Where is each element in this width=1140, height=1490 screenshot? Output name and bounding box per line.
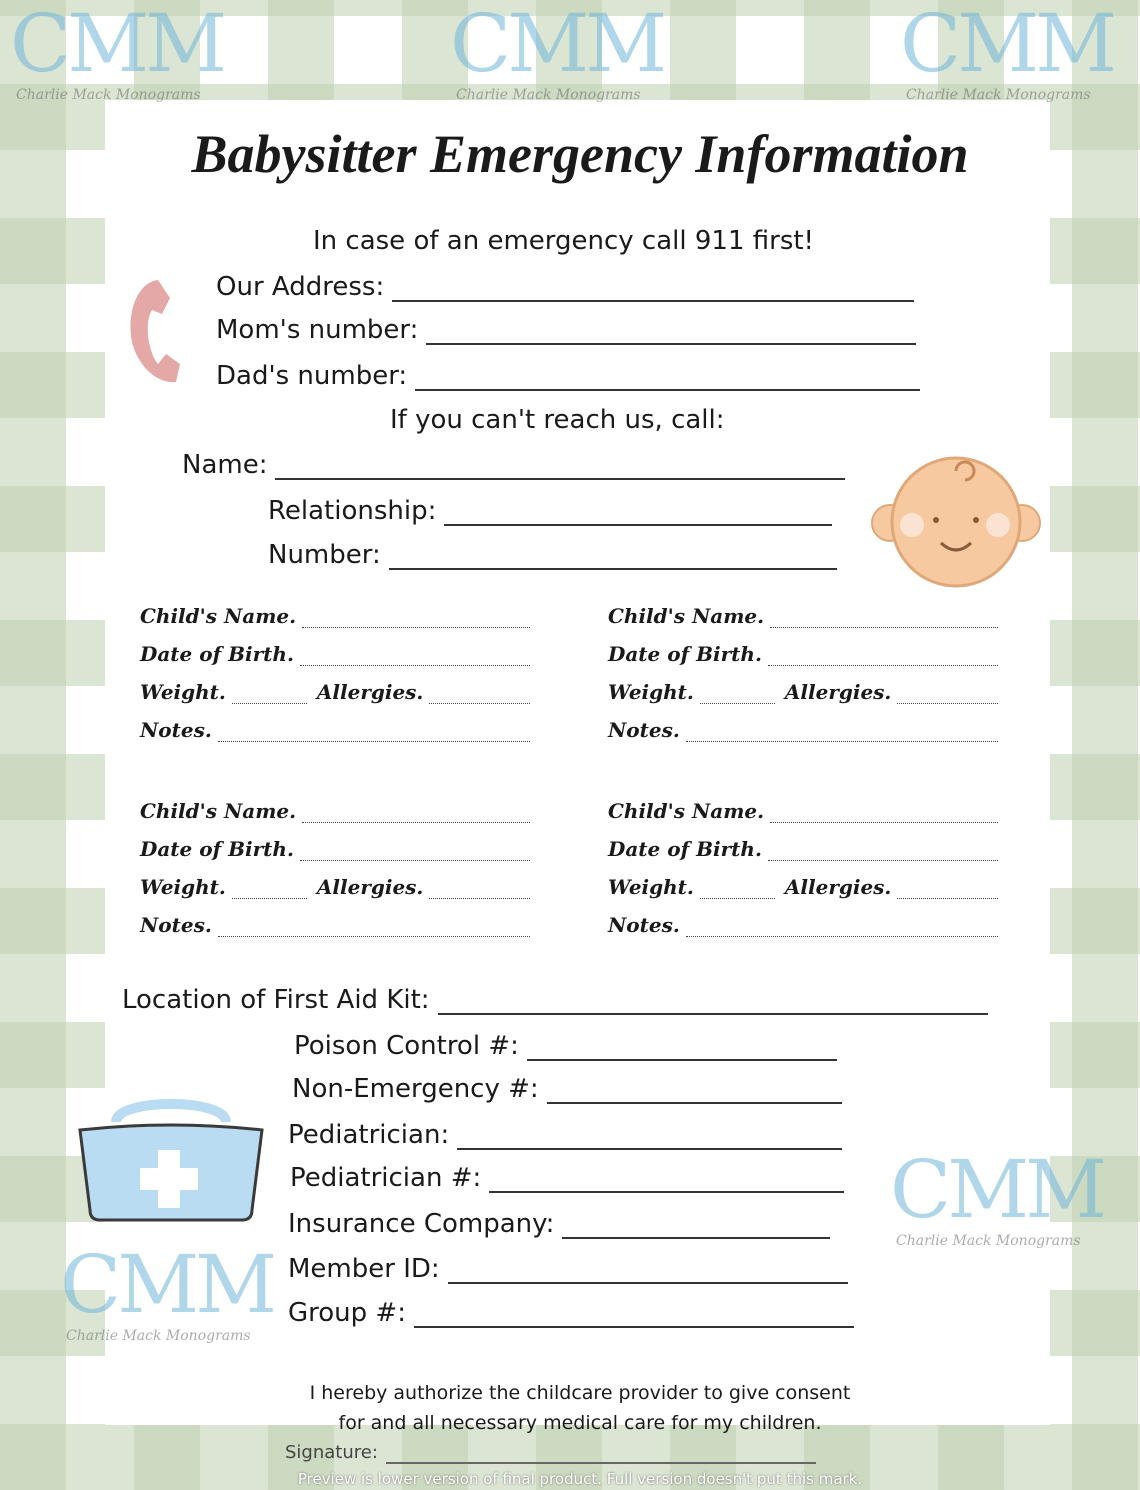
insurance-company-field[interactable]: Insurance Company: (288, 1209, 830, 1239)
mom-number-field[interactable]: Mom's number: (216, 315, 916, 345)
weight-allergies-field[interactable]: Weight. Allergies. (608, 861, 998, 899)
dob-field[interactable]: Date of Birth. (608, 823, 998, 861)
consent-line-1: I hereby authorize the childcare provider to give consent (309, 1382, 851, 1404)
baby-face-icon (866, 455, 1046, 590)
relationship-field[interactable]: Relationship: (268, 496, 832, 526)
notes-field[interactable]: Notes. (608, 704, 998, 742)
intro-text: In case of an emergency call 911 first! (313, 226, 814, 256)
pediatrician-number-field[interactable]: Pediatrician #: (290, 1163, 844, 1193)
fallback-heading: If you can't reach us, call: (390, 405, 725, 435)
pediatrician-field[interactable]: Pediatrician: (288, 1120, 842, 1150)
phone-icon (118, 272, 188, 392)
contact-name-field[interactable]: Name: (182, 450, 845, 480)
group-number-field[interactable]: Group #: (288, 1298, 854, 1328)
weight-allergies-field[interactable]: Weight. Allergies. (608, 666, 998, 704)
weight-allergies-field[interactable]: Weight. Allergies. (140, 666, 530, 704)
child-name-field[interactable]: Child's Name. (608, 590, 998, 628)
notes-field[interactable]: Notes. (140, 899, 530, 937)
dad-number-field[interactable]: Dad's number: (216, 361, 920, 391)
dob-field[interactable]: Date of Birth. (608, 628, 998, 666)
child-block-3 (140, 785, 530, 937)
first-aid-kit-icon (76, 1090, 266, 1225)
child-name-field[interactable]: Child's Name. (140, 590, 530, 628)
child-name-field[interactable]: Child's Name. (608, 785, 998, 823)
notes-field[interactable]: Notes. (608, 899, 998, 937)
child-block-1 (140, 590, 530, 742)
page-title: Babysitter Emergency Information (191, 124, 969, 184)
child-block-2 (608, 590, 998, 742)
non-emergency-field[interactable]: Non-Emergency #: (292, 1074, 842, 1104)
child-name-field[interactable]: Child's Name. (140, 785, 530, 823)
watermark: CMM Charlie Mack Monograms (450, 0, 664, 103)
poison-control-field[interactable]: Poison Control #: (294, 1031, 837, 1061)
contact-number-field[interactable]: Number: (268, 540, 837, 570)
child-block-4 (608, 785, 998, 937)
member-id-field[interactable]: Member ID: (288, 1254, 848, 1284)
notes-field[interactable]: Notes. (140, 704, 530, 742)
watermark: CMM Charlie Mack Monograms (890, 1143, 1104, 1249)
dob-field[interactable]: Date of Birth. (140, 823, 530, 861)
weight-allergies-field[interactable]: Weight. Allergies. (140, 861, 530, 899)
watermark: CMM Charlie Mack Monograms (10, 0, 224, 103)
dob-field[interactable]: Date of Birth. (140, 628, 530, 666)
preview-notice: Preview is lower version of final product. Full version doesn't put this mark. (297, 1470, 863, 1488)
first-aid-location-field[interactable]: Location of First Aid Kit: (122, 985, 988, 1015)
watermark: CMM Charlie Mack Monograms (900, 0, 1114, 103)
address-field[interactable]: Our Address: (216, 272, 914, 302)
signature-field[interactable]: Signature: (285, 1442, 816, 1464)
consent-line-2: for and all necessary medical care for my children. (338, 1412, 822, 1434)
watermark: CMM Charlie Mack Monograms (60, 1238, 274, 1344)
